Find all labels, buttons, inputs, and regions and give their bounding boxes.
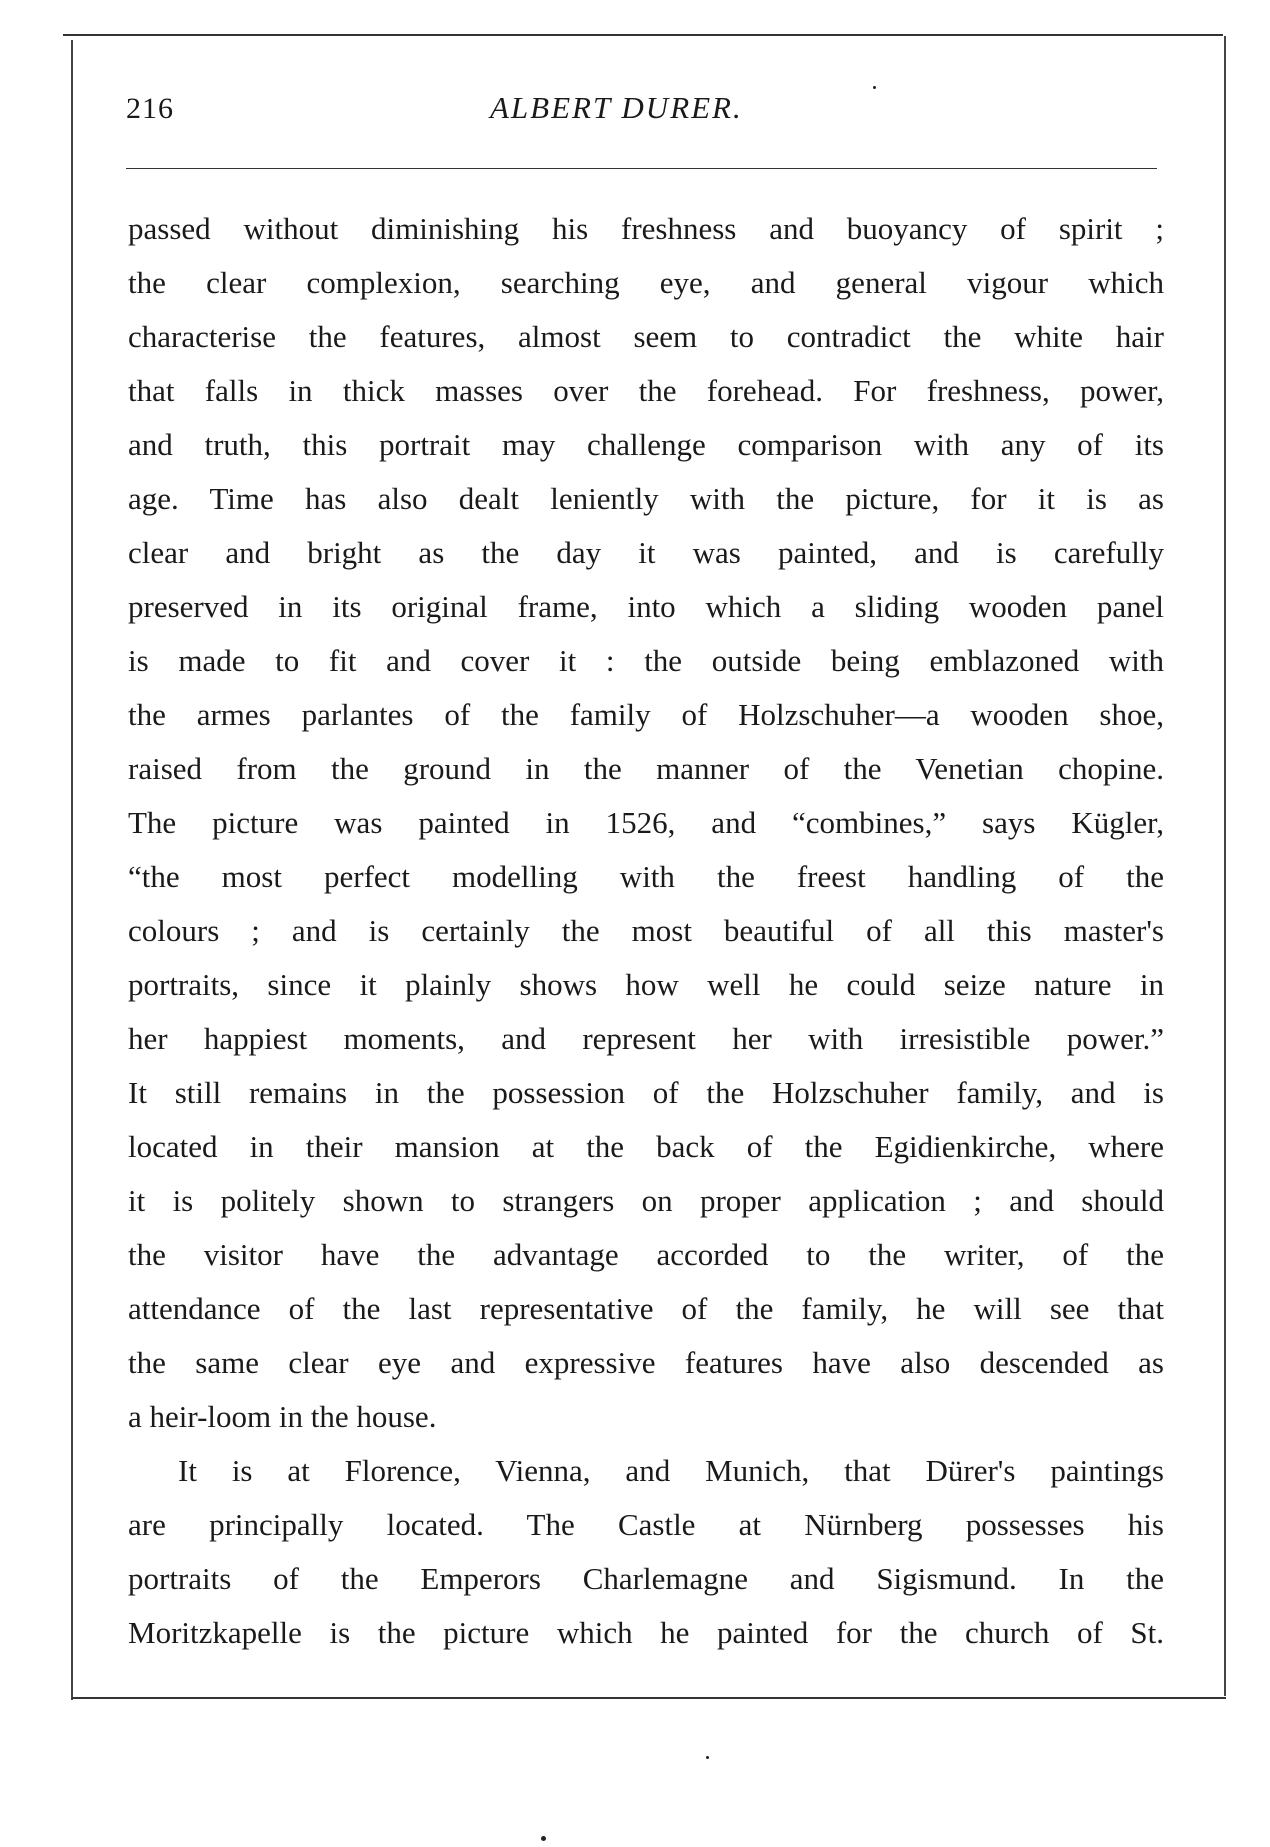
page-frame-right-rule [1224, 36, 1226, 1696]
text-line: is made to fit and cover it : the outside being emblazoned with [128, 643, 1164, 678]
text-line: It still remains in the possession of the Holzschuher family, and is [128, 1075, 1164, 1110]
text-line: the clear complexion, searching eye, and general vigour which [128, 265, 1164, 300]
page-frame-top-rule [63, 34, 1223, 36]
text-line: located in their mansion at the back of the Egidienkirche, where [128, 1129, 1164, 1164]
text-line: age. Time has also dealt leniently with the picture, for it is as [128, 481, 1164, 516]
text-line: her happiest moments, and represent her with irresistible power.” [128, 1021, 1164, 1056]
text-line: that falls in thick masses over the forehead. For freshness, power, [128, 373, 1164, 408]
page-frame-left-rule [71, 40, 73, 1700]
body-text [128, 202, 1164, 1660]
text-line: portraits, since it plainly shows how well he could seize nature in [128, 967, 1164, 1002]
header-rule [126, 168, 1157, 169]
page-number: 216 [126, 92, 174, 125]
text-line: The picture was painted in 1526, and “combines,” says Kügler, [128, 805, 1164, 840]
text-line: clear and bright as the day it was painted, and is carefully [128, 535, 1164, 570]
ink-speck [873, 86, 876, 89]
text-line: Moritzkapelle is the picture which he painted for the church of St. [128, 1615, 1164, 1650]
running-head: ALBERT DURER. [490, 90, 743, 125]
text-line: the visitor have the advantage accorded to the writer, of the [128, 1237, 1164, 1272]
text-line: It is at Florence, Vienna, and Munich, that Dürer's paintings [178, 1453, 1164, 1488]
ink-speck [541, 1836, 546, 1841]
text-line: colours ; and is certainly the most beautiful of all this master's [128, 913, 1164, 948]
text-line: a heir-loom in the house. [128, 1399, 437, 1434]
page-frame-bottom-rule [72, 1697, 1226, 1699]
text-line: portraits of the Emperors Charlemagne and Sigismund. In the [128, 1561, 1164, 1596]
text-line: raised from the ground in the manner of the Venetian chopine. [128, 751, 1164, 786]
text-line: the same clear eye and expressive features have also descended as [128, 1345, 1164, 1380]
text-line: attendance of the last representative of the family, he will see that [128, 1291, 1164, 1326]
paragraph-1 [128, 202, 1164, 1444]
text-line: it is politely shown to strangers on proper application ; and should [128, 1183, 1164, 1218]
text-line: the armes parlantes of the family of Holzschuher—a wooden shoe, [128, 697, 1164, 732]
text-line: “the most perfect modelling with the freest handling of the [128, 859, 1164, 894]
text-line: preserved in its original frame, into which a sliding wooden panel [128, 589, 1164, 624]
text-line: passed without diminishing his freshness and buoyancy of spirit ; [128, 211, 1164, 246]
text-line: and truth, this portrait may challenge comparison with any of its [128, 427, 1164, 462]
text-line: are principally located. The Castle at Nürnberg possesses his [128, 1507, 1164, 1542]
ink-speck [706, 1756, 709, 1759]
paragraph-2 [128, 1444, 1164, 1660]
text-line: characterise the features, almost seem to contradict the white hair [128, 319, 1164, 354]
